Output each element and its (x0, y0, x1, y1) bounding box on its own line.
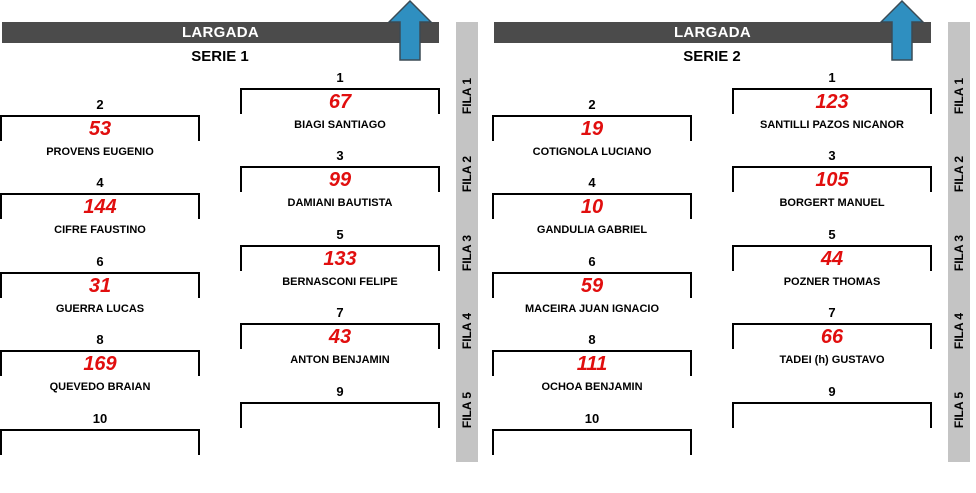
fila-label-4 (456, 301, 478, 361)
car-number: 99 (328, 169, 352, 191)
car-number: 59 (580, 275, 604, 297)
grid-position-7 (732, 305, 932, 387)
position-number: 3 (828, 148, 836, 163)
grid-position-9 (240, 384, 440, 466)
grid-position-10 (492, 411, 692, 493)
driver-name: MACEIRA JUAN IGNACIO (524, 303, 660, 315)
driver-name: GUERRA LUCAS (55, 303, 145, 315)
grid-position-9 (732, 384, 932, 466)
position-number: 4 (96, 175, 104, 190)
position-number: 4 (588, 175, 596, 190)
fila-strip (948, 22, 970, 462)
car-number: 133 (323, 248, 357, 270)
position-number: 8 (96, 332, 104, 347)
grid-position-10 (0, 411, 200, 493)
grid-slot-box (0, 429, 200, 455)
car-number: 44 (820, 248, 844, 270)
car-number: 43 (328, 326, 352, 348)
car-number: 123 (815, 91, 849, 113)
driver-name: GANDULIA GABRIEL (536, 224, 648, 236)
fila-label-5 (948, 380, 970, 440)
position-number: 6 (96, 254, 104, 269)
fila-label-3 (948, 223, 970, 283)
fila-label-4 (948, 301, 970, 361)
grid-slot-box (240, 402, 440, 428)
fila-label-text: FILA 3 (460, 234, 475, 272)
position-number: 9 (828, 384, 836, 399)
car-number: 53 (88, 118, 112, 140)
grid-position-3 (240, 148, 440, 230)
driver-name: DAMIANI BAUTISTA (287, 197, 393, 209)
position-number: 9 (336, 384, 344, 399)
car-number: 144 (83, 196, 117, 218)
position-number: 8 (588, 332, 596, 347)
car-number: 66 (820, 326, 844, 348)
car-number: 169 (83, 353, 117, 375)
grid-position-4 (492, 175, 692, 257)
car-number: 105 (815, 169, 849, 191)
driver-name: BIAGI SANTIAGO (294, 119, 386, 131)
car-number: 111 (576, 353, 608, 375)
grid-position-2 (0, 97, 200, 179)
serie-title: SERIE 1 (191, 48, 249, 65)
driver-name: CIFRE FAUSTINO (54, 224, 146, 236)
fila-label-text: FILA 2 (952, 155, 967, 193)
driver-name: POZNER THOMAS (783, 276, 881, 288)
grid-position-8 (0, 332, 200, 414)
largada-header: LARGADA (2, 22, 439, 43)
driver-name: OCHOA BENJAMIN (541, 381, 643, 393)
grid-position-7 (240, 305, 440, 387)
position-number: 1 (828, 70, 836, 85)
fila-label-text: FILA 4 (460, 312, 475, 350)
grid-position-6 (492, 254, 692, 336)
driver-name: PROVENS EUGENIO (46, 146, 154, 158)
driver-name: BORGERT MANUEL (779, 197, 885, 209)
grid-position-5 (732, 227, 932, 309)
grid-position-6 (0, 254, 200, 336)
grid-slot-box (492, 429, 692, 455)
driver-name: TADEI (h) GUSTAVO (779, 354, 885, 366)
fila-label-2 (948, 144, 970, 204)
fila-label-text: FILA 5 (460, 391, 475, 429)
fila-label-text: FILA 5 (952, 391, 967, 429)
car-number: 10 (580, 196, 604, 218)
position-number: 1 (336, 70, 344, 85)
position-number: 7 (828, 305, 836, 320)
grid-position-5 (240, 227, 440, 309)
fila-strip (456, 22, 478, 462)
grid-position-8 (492, 332, 692, 414)
car-number: 19 (580, 118, 604, 140)
position-number: 10 (92, 411, 108, 426)
grid-position-1 (732, 70, 932, 152)
fila-label-5 (456, 380, 478, 440)
driver-name: ANTON BENJAMIN (290, 354, 390, 366)
fila-label-2 (456, 144, 478, 204)
serie-title: SERIE 2 (683, 48, 741, 65)
largada-header: LARGADA (494, 22, 931, 43)
driver-name: SANTILLI PAZOS NICANOR (759, 119, 904, 131)
grid-slot-box (732, 402, 932, 428)
driver-name: COTIGNOLA LUCIANO (532, 146, 652, 158)
grid-position-1 (240, 70, 440, 152)
grid-position-3 (732, 148, 932, 230)
position-number: 7 (336, 305, 344, 320)
fila-label-1 (456, 66, 478, 126)
position-number: 3 (336, 148, 344, 163)
serie-1-grid (0, 0, 488, 491)
fila-label-text: FILA 4 (952, 312, 967, 350)
fila-label-text: FILA 1 (952, 77, 967, 115)
fila-label-1 (948, 66, 970, 126)
position-number: 6 (588, 254, 596, 269)
serie-2-grid (492, 0, 976, 491)
fila-label-text: FILA 1 (460, 77, 475, 115)
fila-label-text: FILA 2 (460, 155, 475, 193)
grid-position-2 (492, 97, 692, 179)
position-number: 5 (336, 227, 344, 242)
car-number: 67 (328, 91, 352, 113)
position-number: 2 (588, 97, 596, 112)
driver-name: QUEVEDO BRAIAN (49, 381, 151, 393)
position-number: 2 (96, 97, 104, 112)
position-number: 10 (584, 411, 600, 426)
car-number: 31 (88, 275, 112, 297)
grid-position-4 (0, 175, 200, 257)
fila-label-text: FILA 3 (952, 234, 967, 272)
fila-label-3 (456, 223, 478, 283)
position-number: 5 (828, 227, 836, 242)
driver-name: BERNASCONI FELIPE (282, 276, 398, 288)
